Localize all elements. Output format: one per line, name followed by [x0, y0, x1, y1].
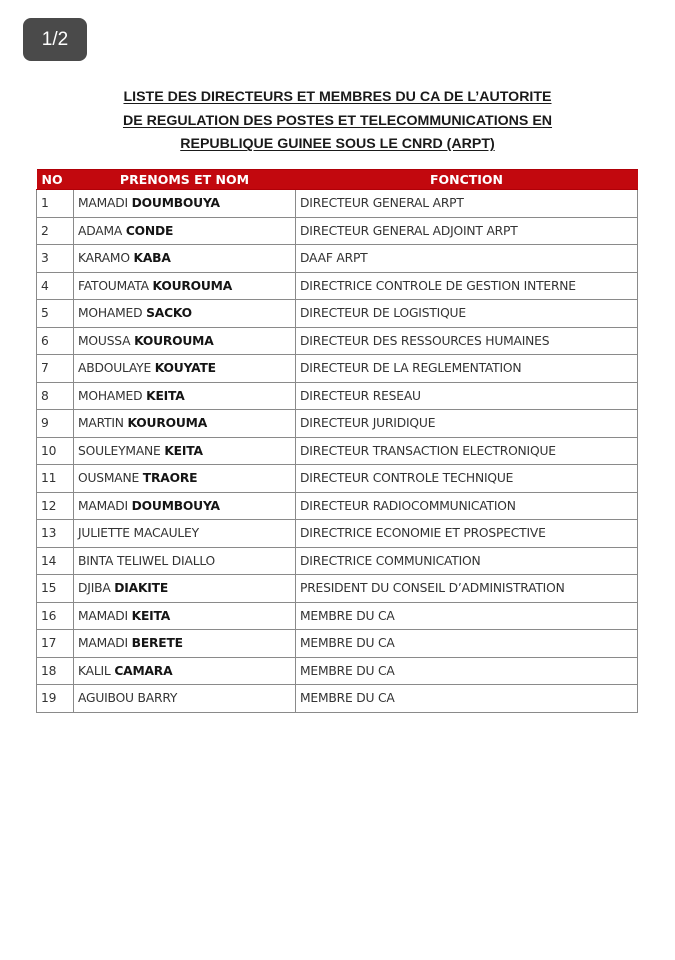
cell-function: DIRECTEUR DE LA REGLEMENTATION: [296, 355, 638, 383]
table-row: [37, 217, 638, 245]
cell-name: [74, 575, 296, 603]
first-name: SOULEYMANE: [78, 443, 165, 458]
cell-function: DIRECTEUR DE LOGISTIQUE: [296, 300, 638, 328]
last-name: CAMARA: [114, 663, 173, 678]
cell-function: MEMBRE DU CA: [296, 657, 638, 685]
last-name: KEITA: [146, 388, 185, 403]
cell-name: [74, 300, 296, 328]
table-row: [37, 245, 638, 273]
cell-function: DIRECTEUR GENERAL ARPT: [296, 190, 638, 218]
table-row: [37, 657, 638, 685]
cell-name: [74, 355, 296, 383]
cell-name: [74, 657, 296, 685]
cell-name: [74, 245, 296, 273]
table-row: [37, 327, 638, 355]
cell-no: 15: [37, 575, 74, 603]
header-function: FONCTION: [296, 170, 638, 190]
cell-function: DIRECTRICE CONTROLE DE GESTION INTERNE: [296, 272, 638, 300]
cell-function: DIRECTRICE COMMUNICATION: [296, 547, 638, 575]
last-name: CONDE: [125, 223, 174, 238]
table-row: [37, 685, 638, 713]
cell-no: 7: [37, 355, 74, 383]
table-row: [37, 602, 638, 630]
title-line-2: DE REGULATION DES POSTES ET TELECOMMUNICATIONS EN: [122, 112, 553, 129]
last-name: KABA: [133, 251, 171, 266]
directors-table: [36, 169, 638, 713]
cell-function: MEMBRE DU CA: [296, 630, 638, 658]
cell-name: [74, 602, 296, 630]
table-row: [37, 410, 638, 438]
header-no: NO: [37, 170, 74, 190]
cell-name: [74, 410, 296, 438]
cell-name: [74, 437, 296, 465]
cell-no: 3: [37, 245, 74, 273]
cell-function: DIRECTRICE ECONOMIE ET PROSPECTIVE: [296, 520, 638, 548]
table-row: [37, 355, 638, 383]
cell-name: [74, 327, 296, 355]
first-name: KALIL: [78, 663, 115, 678]
document-title: [0, 86, 675, 157]
last-name: KOUROUMA: [152, 278, 233, 293]
table-row: [37, 272, 638, 300]
cell-no: 10: [37, 437, 74, 465]
title-line-3: REPUBLIQUE GUINEE SOUS LE CNRD (ARPT): [180, 136, 495, 152]
cell-name: [74, 630, 296, 658]
first-name: MOHAMED: [78, 388, 147, 403]
table-body: [37, 190, 638, 713]
table-row: [37, 382, 638, 410]
table-row: [37, 492, 638, 520]
first-name: MOHAMED: [78, 306, 147, 321]
cell-function: PRESIDENT DU CONSEIL D’ADMINISTRATION: [296, 575, 638, 603]
last-name: BERETE: [131, 636, 183, 651]
page-indicator-badge: 1/2: [23, 18, 87, 61]
last-name: DIAKITE: [114, 581, 169, 596]
cell-no: 2: [37, 217, 74, 245]
first-name: MAMADI: [78, 498, 132, 513]
first-name: KARAMO: [78, 251, 134, 266]
last-name: KEITA: [131, 608, 171, 623]
first-name: DJIBA: [78, 581, 115, 596]
title-line-1: LISTE DES DIRECTEURS ET MEMBRES DU CA DE L’AUTORITE: [123, 89, 552, 105]
header-name: PRENOMS ET NOM: [74, 170, 296, 190]
cell-name: [74, 547, 296, 575]
table-row: [37, 520, 638, 548]
table-header-row: [37, 170, 638, 190]
last-name: DOUMBOUYA: [131, 196, 220, 211]
cell-no: 11: [37, 465, 74, 493]
cell-no: 4: [37, 272, 74, 300]
last-name: SACKO: [146, 306, 192, 321]
cell-function: DIRECTEUR RADIOCOMMUNICATION: [296, 492, 638, 520]
cell-name: [74, 492, 296, 520]
cell-function: MEMBRE DU CA: [296, 685, 638, 713]
table-row: [37, 300, 638, 328]
first-name: ABDOULAYE: [78, 361, 155, 376]
first-name: BINTA TELIWEL DIALLO: [78, 553, 216, 568]
cell-name: [74, 382, 296, 410]
cell-no: 5: [37, 300, 74, 328]
first-name: ADAMA: [78, 223, 126, 238]
cell-function: DIRECTEUR RESEAU: [296, 382, 638, 410]
last-name: KOUYATE: [154, 361, 216, 376]
cell-function: DIRECTEUR GENERAL ADJOINT ARPT: [296, 217, 638, 245]
cell-name: [74, 685, 296, 713]
last-name: DOUMBOUYA: [131, 498, 220, 513]
first-name: FATOUMATA: [78, 278, 153, 293]
last-name: TRAORE: [142, 471, 198, 486]
first-name: AGUIBOU BARRY: [78, 691, 178, 706]
last-name: KOUROUMA: [134, 333, 214, 348]
cell-name: [74, 190, 296, 218]
table-row: [37, 437, 638, 465]
first-name: MAMADI: [78, 608, 132, 623]
first-name: MARTIN: [78, 416, 128, 431]
cell-no: 1: [37, 190, 74, 218]
cell-function: DIRECTEUR TRANSACTION ELECTRONIQUE: [296, 437, 638, 465]
first-name: MOUSSA: [78, 333, 135, 348]
cell-function: DIRECTEUR CONTROLE TECHNIQUE: [296, 465, 638, 493]
cell-name: [74, 465, 296, 493]
table-row: [37, 190, 638, 218]
cell-no: 18: [37, 657, 74, 685]
first-name: JULIETTE MACAULEY: [78, 526, 199, 541]
cell-no: 8: [37, 382, 74, 410]
cell-function: DIRECTEUR JURIDIQUE: [296, 410, 638, 438]
first-name: OUSMANE: [78, 471, 143, 486]
table-row: [37, 547, 638, 575]
cell-name: [74, 272, 296, 300]
cell-name: [74, 217, 296, 245]
table-row: [37, 630, 638, 658]
table-row: [37, 575, 638, 603]
first-name: MAMADI: [78, 636, 132, 651]
cell-function: MEMBRE DU CA: [296, 602, 638, 630]
table-row: [37, 465, 638, 493]
cell-no: 14: [37, 547, 74, 575]
cell-name: [74, 520, 296, 548]
cell-no: 17: [37, 630, 74, 658]
last-name: KEITA: [164, 443, 203, 458]
cell-no: 19: [37, 685, 74, 713]
cell-no: 6: [37, 327, 74, 355]
cell-no: 9: [37, 410, 74, 438]
cell-function: DIRECTEUR DES RESSOURCES HUMAINES: [296, 327, 638, 355]
last-name: KOUROUMA: [127, 416, 208, 431]
cell-no: 13: [37, 520, 74, 548]
cell-no: 16: [37, 602, 74, 630]
cell-no: 12: [37, 492, 74, 520]
first-name: MAMADI: [78, 196, 132, 211]
cell-function: DAAF ARPT: [296, 245, 638, 273]
